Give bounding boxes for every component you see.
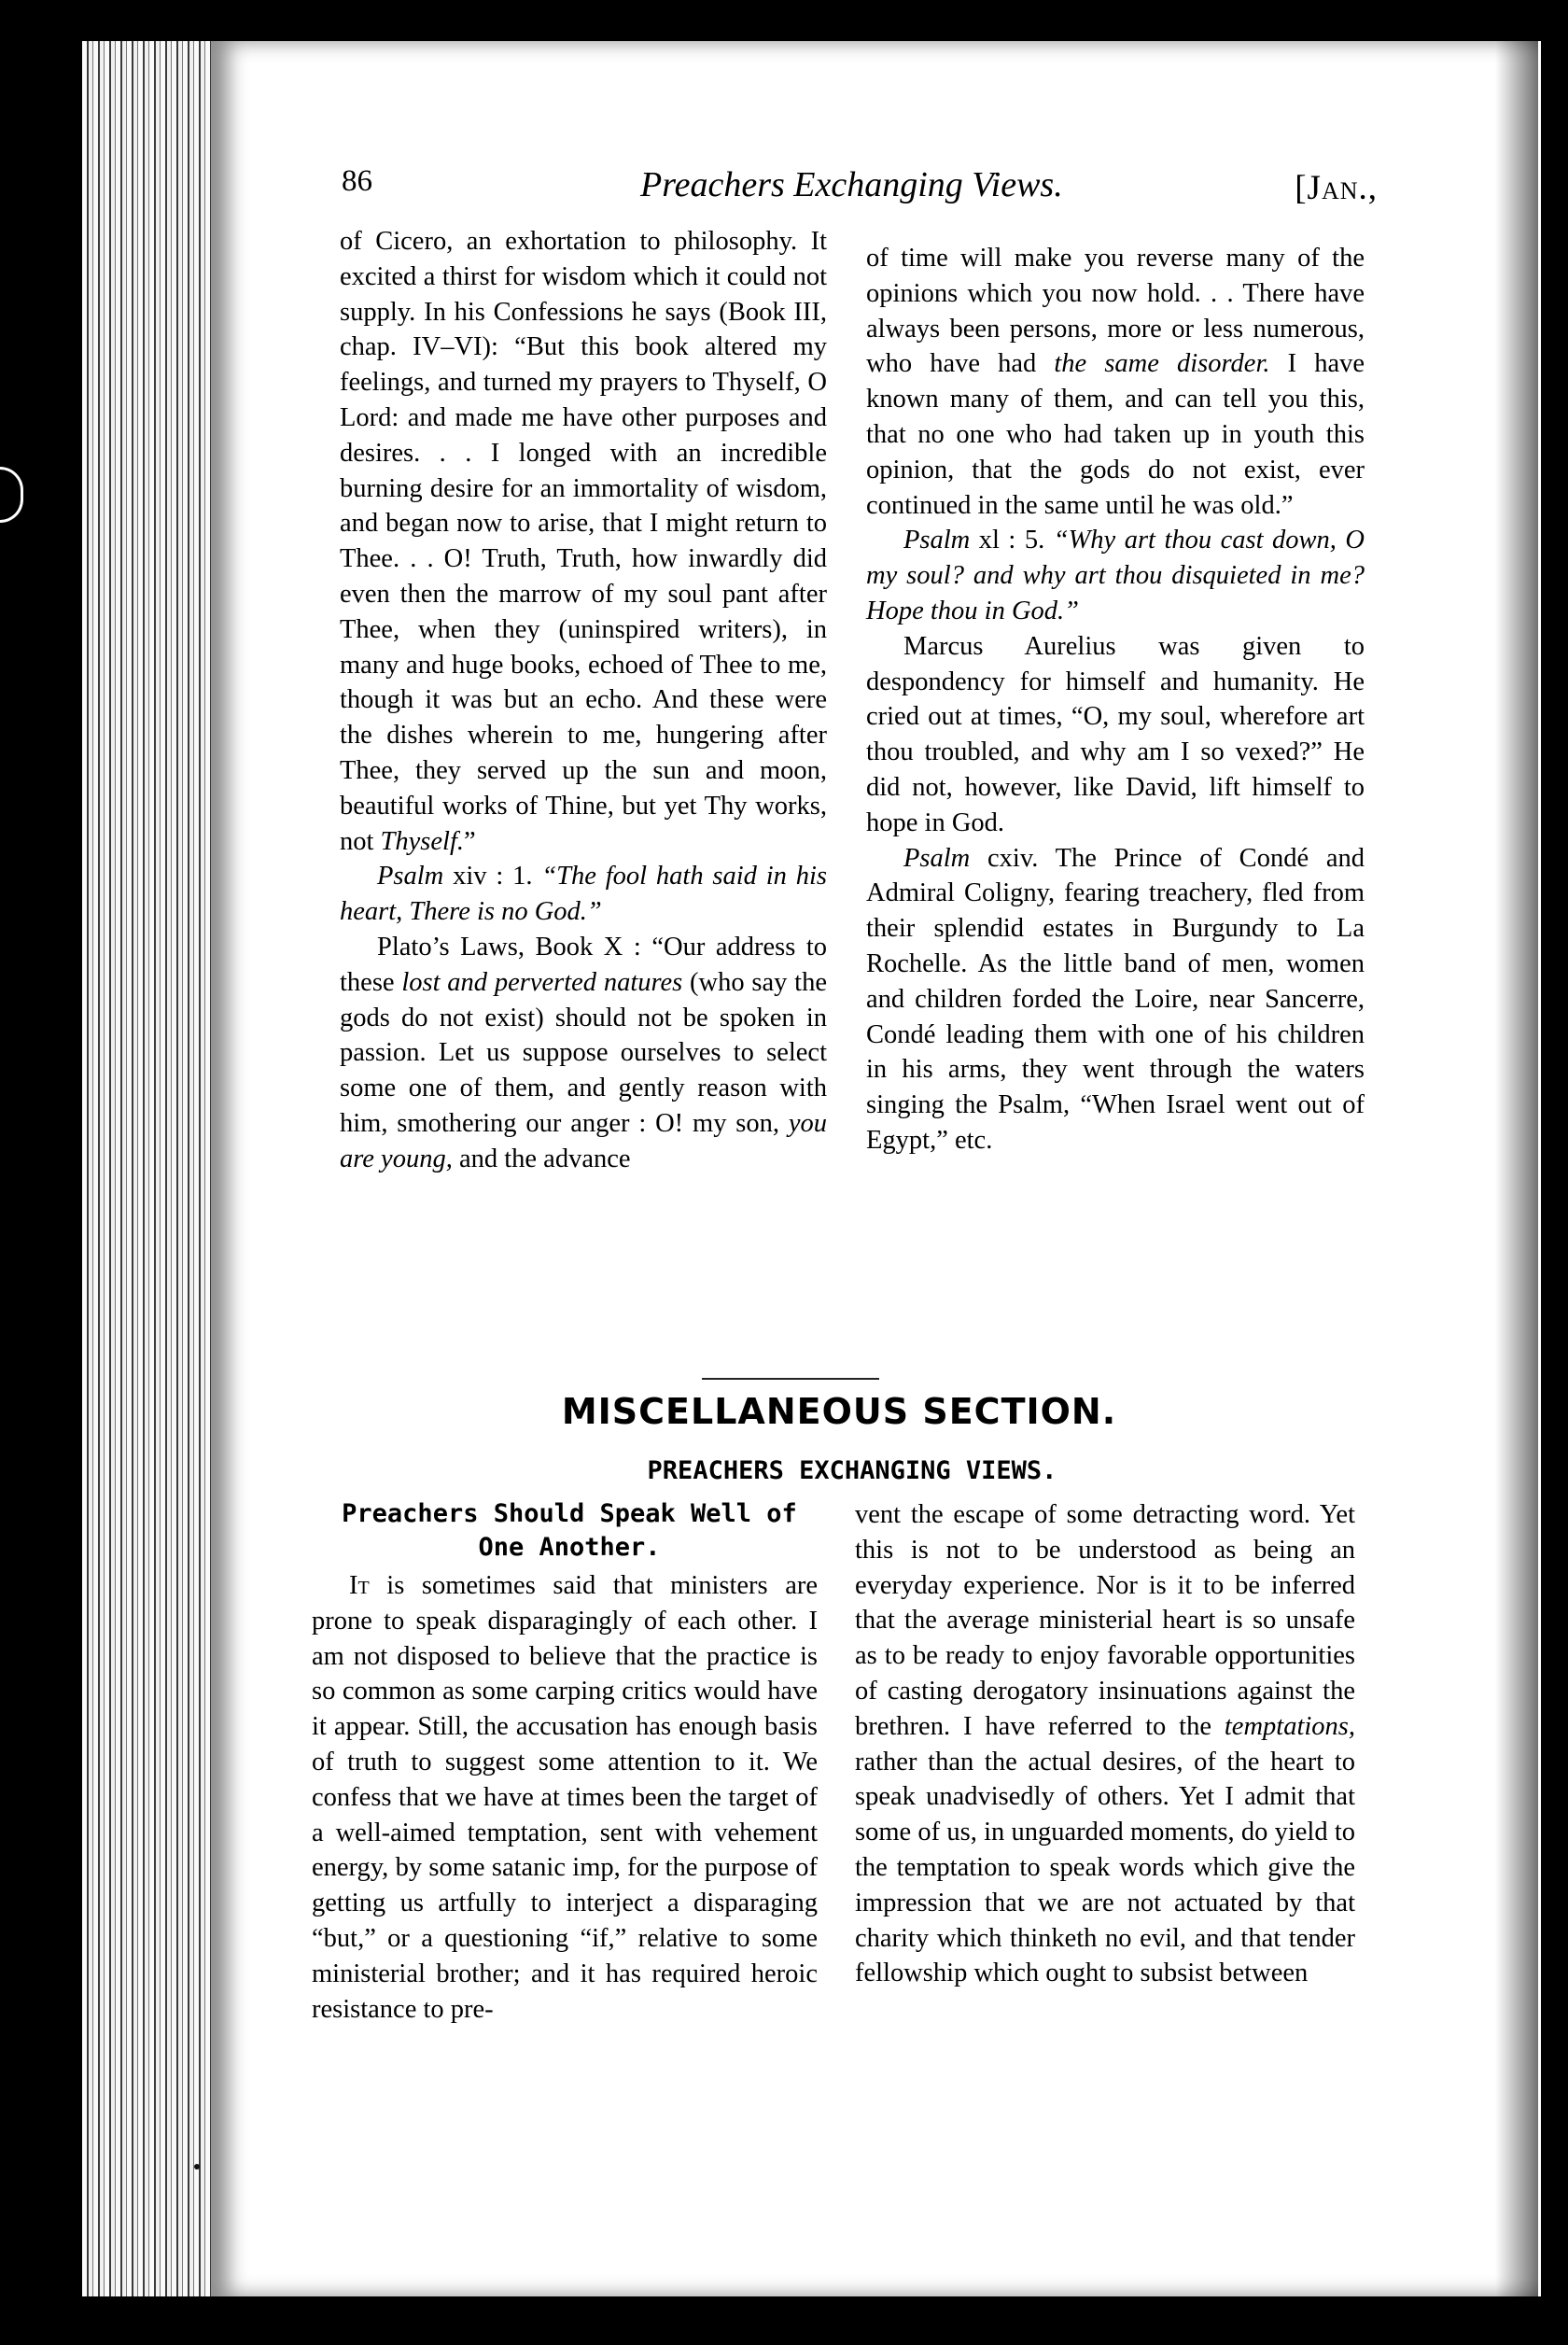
article-title: Preachers Should Speak Well of One Another. [342,1499,797,1562]
subsection-heading: PREACHERS EXCHANGING VIEWS. [647,1456,1057,1485]
column-bottom-left [312,1568,818,2027]
paragraph: It is sometimes said that ministers are prone to speak disparagingly of each other. I am not disposed to believe that the practice is so common as some carping critics would have it appear. Still, the accusation has enough basis of truth to suggest some attention to it. We confess that we have at times been the target of a well-aimed temptation, sent with vehement energy, by some satanic imp, for the purpose of getting us artfully to interject a disparaging “but,” or a questioning “if,” relative to some ministerial brother; and it has required heroic resistance to pre- [312,1571,818,2024]
paragraph: of time will make you reverse many of the opinions which you now hold. . . There have always been persons, more or less numerous, who have had the same disorder. I have known many of them, and can tell you this, that no one who had taken up in youth this opinion, that the gods do not exist, ever continued in the same until he was old.” [866,244,1365,520]
paragraph: Psalm xiv : 1. “The fool hath said in his heart, There is no God.” [340,862,828,927]
paragraph: Marcus Aurelius was given to despondency for himself and humanity. He cried out at times, “O, my soul, wherefore art thou troubled, and why am I so vexed?” He did not, however, like David, lift himself to hope in God. [866,631,1365,837]
column-bottom-right [855,1497,1355,1991]
column-top-left [340,224,827,1177]
divider-rule [702,1378,879,1380]
section-heading: MISCELLANEOUS SECTION. [561,1391,1117,1432]
paragraph: of Cicero, an exhortation to philosophy. It excited a thirst for wisdom which it could not supply. In his Confessions he says (Book III, chap. IV–VI): “But this book altered my feelings, and turned my prayers to Thyself, O Lord: and made me have other purposes and desires. . . I longed with an incredible burning desire for an immortality of wisdom, and began now to arise, that I might return to Thee. . . O! Truth, Truth, how inwardly did even then the marrow of my soul pant after Thee, when they (uninspired writers), in many and huge books, echoed of Thee to me, though it was but an echo. And these were the dishes wherein to me, hungering after Thee, they served up the sun and moon, beautiful works of Thine, but yet Thy works, not Thyself.” [340,227,827,856]
column-top-right [866,241,1365,1158]
page-number: 86 [342,164,372,198]
paragraph: vent the escape of some detracting word. Yet this is not to be understood as being an everyday experience. Nor is it to be inferred that the average ministerial heart is so unsafe as to be ready to enjoy favorable opportunities of casting derogatory insinuations against the brethren. I have referred to the temptations, rather than the actual desires, of the heart to speak unadvisedly of others. Yet I admit that some of us, in unguarded moments, do yield to the temptation to speak words which give the impression that we are not actuated by that charity which thinketh no evil, and that tender fellowship which ought to subsist between [855,1500,1356,1988]
drop-lead: It [349,1571,370,1600]
margin-mark [0,467,23,523]
ink-dot [194,2164,200,2169]
page-edges [82,41,213,2296]
running-title: Preachers Exchanging Views. [640,165,1063,204]
paragraph: Psalm xl : 5. “Why art thou cast down, O my soul? and why art thou disquieted in me? Hope thou in God.” [866,526,1365,625]
paragraph: Plato’s Laws, Book X : “Our address to these lost and perverted natures (who say the gods do not exist) should not be spoken in passion. Let us suppose ourselves to select some one of them, and gently reason with him, smothering our anger : O! my son, you are young, and the advance [340,932,827,1173]
paragraph: Psalm cxiv. The Prince of Condé and Admiral Coligny, fearing treachery, fled from their splendid estates in Burgundy to La Rochelle. As the little band of men, women and children forded the Loire, near Sancerre, Condé leading them with one of his children in his arms, they went through the waters singing the Psalm, “When Israel went out of Egypt,” etc. [866,843,1365,1155]
gutter-shadow [1495,41,1538,2296]
running-month: [Jan., [1295,169,1378,207]
running-head [342,157,1378,217]
